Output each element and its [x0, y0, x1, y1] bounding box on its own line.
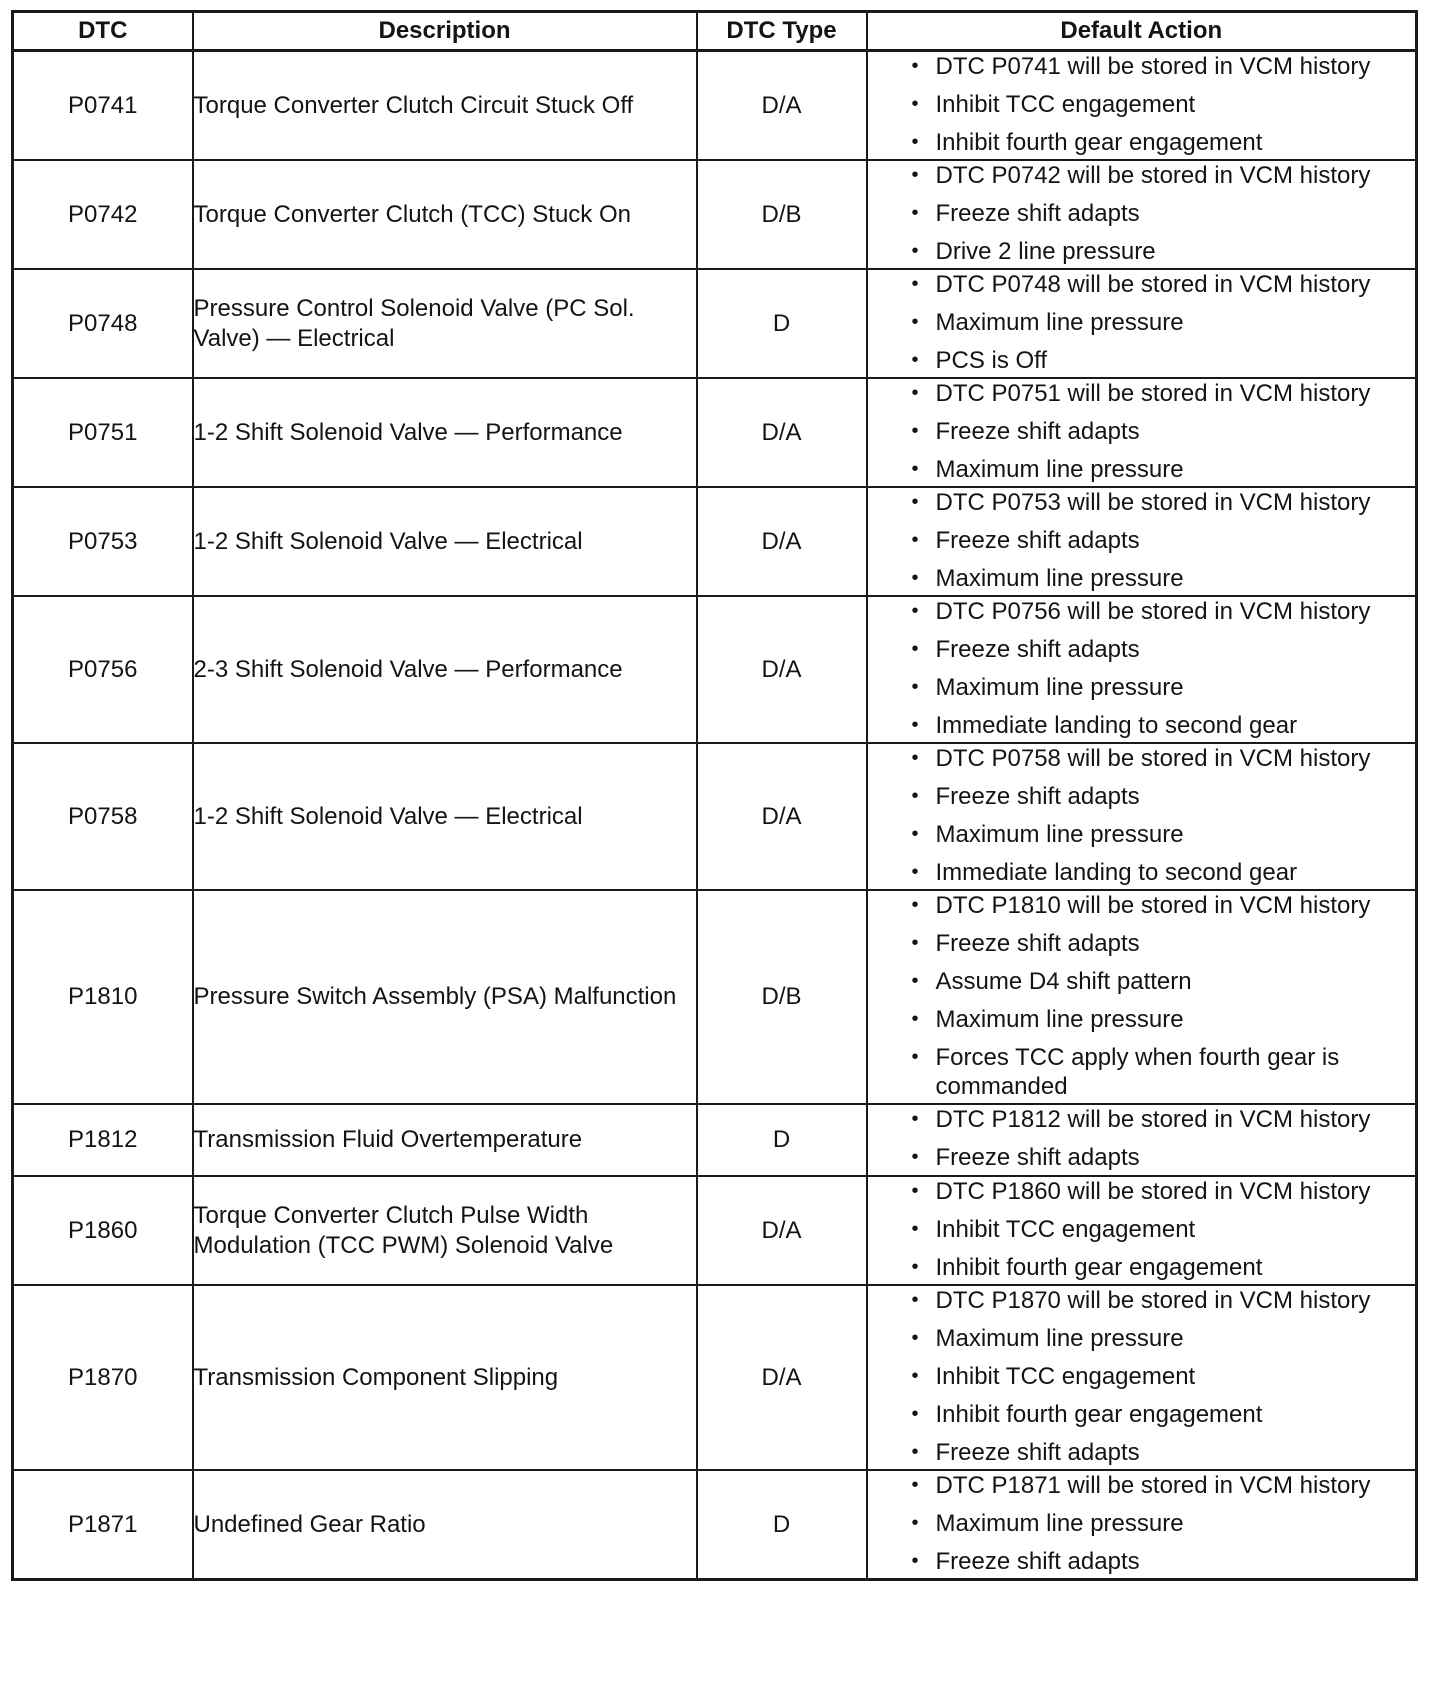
default-action-text: Maximum line pressure	[935, 565, 1184, 592]
table-row	[13, 51, 1417, 161]
default-action-text: Inhibit fourth gear engagement	[935, 1401, 1263, 1428]
default-action-list	[868, 597, 1416, 740]
default-action-list	[868, 1177, 1416, 1282]
bullet-icon: •	[911, 861, 919, 883]
default-action-item	[868, 1043, 1416, 1101]
default-action-list	[868, 488, 1416, 593]
default-action-cell	[867, 1470, 1417, 1580]
default-action-item	[868, 711, 1416, 740]
default-action-item	[868, 488, 1416, 517]
dtc-type: D	[697, 1470, 867, 1580]
bullet-icon: •	[911, 55, 919, 77]
dtc-type: D/B	[697, 160, 867, 269]
bullet-icon: •	[911, 1218, 919, 1240]
bullet-icon: •	[911, 1046, 919, 1068]
default-action-item	[868, 564, 1416, 593]
dtc-code: P0753	[13, 487, 193, 596]
default-action-item	[868, 237, 1416, 266]
dtc-code: P1871	[13, 1470, 193, 1580]
bullet-icon: •	[911, 1146, 919, 1168]
default-action-cell	[867, 487, 1417, 596]
default-action-text: PCS is Off	[935, 347, 1048, 374]
dtc-code: P0758	[13, 743, 193, 890]
bullet-icon: •	[911, 932, 919, 954]
default-action-item	[868, 1362, 1416, 1391]
bullet-icon: •	[911, 1108, 919, 1130]
default-action-text: Freeze shift adapts	[935, 1439, 1140, 1466]
bullet-icon: •	[911, 420, 919, 442]
dtc-description: Transmission Fluid Overtemperature	[193, 1104, 697, 1176]
dtc-code: P0742	[13, 160, 193, 269]
default-action-list	[868, 744, 1416, 887]
default-action-item	[868, 1005, 1416, 1034]
default-action-item	[868, 52, 1416, 81]
default-action-text: Inhibit TCC engagement	[935, 1216, 1196, 1243]
default-action-text: Inhibit fourth gear engagement	[935, 1254, 1263, 1281]
default-action-text: DTC P0751 will be stored in VCM history	[935, 380, 1371, 407]
dtc-description: 1-2 Shift Solenoid Valve — Electrical	[193, 487, 697, 596]
default-action-cell	[867, 1176, 1417, 1285]
dtc-description: Torque Converter Clutch Circuit Stuck Off	[193, 51, 697, 161]
dtc-description: Undefined Gear Ratio	[193, 1470, 697, 1580]
default-action-item	[868, 782, 1416, 811]
bullet-icon: •	[911, 1180, 919, 1202]
default-action-item	[868, 526, 1416, 555]
dtc-code: P1870	[13, 1285, 193, 1470]
default-action-text: DTC P0756 will be stored in VCM history	[935, 598, 1371, 625]
bullet-icon: •	[911, 823, 919, 845]
default-action-item	[868, 967, 1416, 996]
dtc-type: D/A	[697, 378, 867, 487]
table-header-row	[13, 12, 1417, 51]
default-action-item	[868, 1400, 1416, 1429]
default-action-item	[868, 597, 1416, 626]
default-action-item	[868, 417, 1416, 446]
dtc-code: P1810	[13, 890, 193, 1104]
default-action-item	[868, 90, 1416, 119]
default-action-text: DTC P1871 will be stored in VCM history	[935, 1472, 1371, 1499]
bullet-icon: •	[911, 785, 919, 807]
header-description: Description	[193, 12, 697, 51]
default-action-item	[868, 270, 1416, 299]
default-action-item	[868, 744, 1416, 773]
default-action-list	[868, 891, 1416, 1101]
default-action-item	[868, 891, 1416, 920]
default-action-item	[868, 1253, 1416, 1282]
header-dtc-type: DTC Type	[697, 12, 867, 51]
default-action-text: DTC P0741 will be stored in VCM history	[935, 53, 1371, 80]
dtc-type: D	[697, 1104, 867, 1176]
default-action-item	[868, 1286, 1416, 1315]
dtc-code: P0756	[13, 596, 193, 743]
default-action-text: Freeze shift adapts	[935, 200, 1140, 227]
bullet-icon: •	[911, 491, 919, 513]
dtc-description: 1-2 Shift Solenoid Valve — Electrical	[193, 743, 697, 890]
bullet-icon: •	[911, 1008, 919, 1030]
default-action-cell	[867, 269, 1417, 378]
dtc-type: D/B	[697, 890, 867, 1104]
dtc-type: D/A	[697, 1176, 867, 1285]
default-action-item	[868, 673, 1416, 702]
default-action-cell	[867, 1285, 1417, 1470]
table-row	[13, 1104, 1417, 1176]
bullet-icon: •	[911, 1474, 919, 1496]
default-action-item	[868, 858, 1416, 887]
default-action-cell	[867, 890, 1417, 1104]
default-action-text: Inhibit fourth gear engagement	[935, 129, 1263, 156]
table-row	[13, 1470, 1417, 1580]
default-action-item	[868, 1215, 1416, 1244]
default-action-item	[868, 1177, 1416, 1206]
table-row	[13, 1285, 1417, 1470]
default-action-text: Freeze shift adapts	[935, 930, 1140, 957]
default-action-list	[868, 161, 1416, 266]
default-action-text: Maximum line pressure	[935, 309, 1184, 336]
dtc-code: P1812	[13, 1104, 193, 1176]
table-row	[13, 160, 1417, 269]
default-action-list	[868, 270, 1416, 375]
header-default-action: Default Action	[867, 12, 1417, 51]
default-action-cell	[867, 1104, 1417, 1176]
default-action-text: Maximum line pressure	[935, 1510, 1184, 1537]
bullet-icon: •	[911, 970, 919, 992]
dtc-type: D/A	[697, 743, 867, 890]
default-action-text: DTC P0758 will be stored in VCM history	[935, 745, 1371, 772]
table-body	[13, 51, 1417, 1580]
dtc-description: Pressure Switch Assembly (PSA) Malfunction	[193, 890, 697, 1104]
default-action-item	[868, 128, 1416, 157]
default-action-item	[868, 1547, 1416, 1576]
bullet-icon: •	[911, 202, 919, 224]
default-action-text: DTC P0742 will be stored in VCM history	[935, 162, 1371, 189]
default-action-cell	[867, 743, 1417, 890]
table-row	[13, 269, 1417, 378]
default-action-text: Maximum line pressure	[935, 674, 1184, 701]
bullet-icon: •	[911, 747, 919, 769]
default-action-text: Freeze shift adapts	[935, 783, 1140, 810]
bullet-icon: •	[911, 600, 919, 622]
dtc-description: Pressure Control Solenoid Valve (PC Sol. Valve) — Electrical	[193, 269, 697, 378]
dtc-type: D/A	[697, 1285, 867, 1470]
bullet-icon: •	[911, 1365, 919, 1387]
default-action-item	[868, 1324, 1416, 1353]
default-action-item	[868, 635, 1416, 664]
bullet-icon: •	[911, 349, 919, 371]
bullet-icon: •	[911, 458, 919, 480]
default-action-text: Maximum line pressure	[935, 456, 1184, 483]
bullet-icon: •	[911, 567, 919, 589]
default-action-item	[868, 929, 1416, 958]
table-row	[13, 1176, 1417, 1285]
default-action-list	[868, 1286, 1416, 1467]
default-action-item	[868, 308, 1416, 337]
dtc-type: D/A	[697, 596, 867, 743]
bullet-icon: •	[911, 1327, 919, 1349]
bullet-icon: •	[911, 164, 919, 186]
default-action-text: Freeze shift adapts	[935, 636, 1140, 663]
dtc-table	[11, 10, 1418, 1581]
default-action-text: Inhibit TCC engagement	[935, 1363, 1196, 1390]
default-action-text: Assume D4 shift pattern	[935, 968, 1192, 995]
bullet-icon: •	[911, 638, 919, 660]
default-action-item	[868, 199, 1416, 228]
bullet-icon: •	[911, 1256, 919, 1278]
dtc-code: P0748	[13, 269, 193, 378]
bullet-icon: •	[911, 676, 919, 698]
dtc-description: Transmission Component Slipping	[193, 1285, 697, 1470]
default-action-list	[868, 52, 1416, 157]
table-row	[13, 378, 1417, 487]
default-action-cell	[867, 378, 1417, 487]
default-action-item	[868, 820, 1416, 849]
dtc-code: P0751	[13, 378, 193, 487]
bullet-icon: •	[911, 382, 919, 404]
default-action-cell	[867, 596, 1417, 743]
dtc-type: D/A	[697, 487, 867, 596]
bullet-icon: •	[911, 93, 919, 115]
table-row	[13, 596, 1417, 743]
bullet-icon: •	[911, 1441, 919, 1463]
default-action-text: Freeze shift adapts	[935, 1144, 1140, 1171]
default-action-list	[868, 1471, 1416, 1576]
default-action-text: Drive 2 line pressure	[935, 238, 1156, 265]
default-action-text: DTC P1860 will be stored in VCM history	[935, 1178, 1371, 1205]
dtc-type: D/A	[697, 51, 867, 161]
dtc-description: Torque Converter Clutch Pulse Width Modulation (TCC PWM) Solenoid Valve	[193, 1176, 697, 1285]
default-action-item	[868, 455, 1416, 484]
header-dtc: DTC	[13, 12, 193, 51]
table-row	[13, 743, 1417, 890]
dtc-description: Torque Converter Clutch (TCC) Stuck On	[193, 160, 697, 269]
table-row	[13, 890, 1417, 1104]
dtc-description: 1-2 Shift Solenoid Valve — Performance	[193, 378, 697, 487]
default-action-item	[868, 346, 1416, 375]
default-action-item	[868, 161, 1416, 190]
default-action-text: Maximum line pressure	[935, 821, 1184, 848]
default-action-text: Freeze shift adapts	[935, 527, 1140, 554]
default-action-text: Inhibit TCC engagement	[935, 91, 1196, 118]
bullet-icon: •	[911, 529, 919, 551]
default-action-text: DTC P1810 will be stored in VCM history	[935, 892, 1371, 919]
bullet-icon: •	[911, 131, 919, 153]
default-action-item	[868, 1105, 1416, 1134]
default-action-item	[868, 1143, 1416, 1172]
default-action-text: DTC P1870 will be stored in VCM history	[935, 1287, 1371, 1314]
default-action-text: Maximum line pressure	[935, 1325, 1184, 1352]
bullet-icon: •	[911, 894, 919, 916]
default-action-cell	[867, 160, 1417, 269]
table-row	[13, 487, 1417, 596]
bullet-icon: •	[911, 1403, 919, 1425]
default-action-item	[868, 1471, 1416, 1500]
dtc-code: P1860	[13, 1176, 193, 1285]
dtc-description: 2-3 Shift Solenoid Valve — Performance	[193, 596, 697, 743]
bullet-icon: •	[911, 311, 919, 333]
default-action-cell	[867, 51, 1417, 161]
bullet-icon: •	[911, 273, 919, 295]
default-action-item	[868, 1509, 1416, 1538]
dtc-type: D	[697, 269, 867, 378]
default-action-text: Forces TCC apply when fourth gear is commanded	[935, 1044, 1340, 1100]
default-action-text: Freeze shift adapts	[935, 1548, 1140, 1575]
default-action-item	[868, 1438, 1416, 1467]
bullet-icon: •	[911, 714, 919, 736]
bullet-icon: •	[911, 1550, 919, 1572]
default-action-text: DTC P0748 will be stored in VCM history	[935, 271, 1371, 298]
default-action-text: DTC P0753 will be stored in VCM history	[935, 489, 1371, 516]
default-action-text: Freeze shift adapts	[935, 418, 1140, 445]
default-action-list	[868, 1105, 1416, 1172]
default-action-text: Immediate landing to second gear	[935, 712, 1298, 739]
default-action-text: DTC P1812 will be stored in VCM history	[935, 1106, 1371, 1133]
default-action-text: Immediate landing to second gear	[935, 859, 1298, 886]
dtc-code: P0741	[13, 51, 193, 161]
default-action-text: Maximum line pressure	[935, 1006, 1184, 1033]
bullet-icon: •	[911, 1512, 919, 1534]
bullet-icon: •	[911, 240, 919, 262]
bullet-icon: •	[911, 1289, 919, 1311]
default-action-item	[868, 379, 1416, 408]
default-action-list	[868, 379, 1416, 484]
